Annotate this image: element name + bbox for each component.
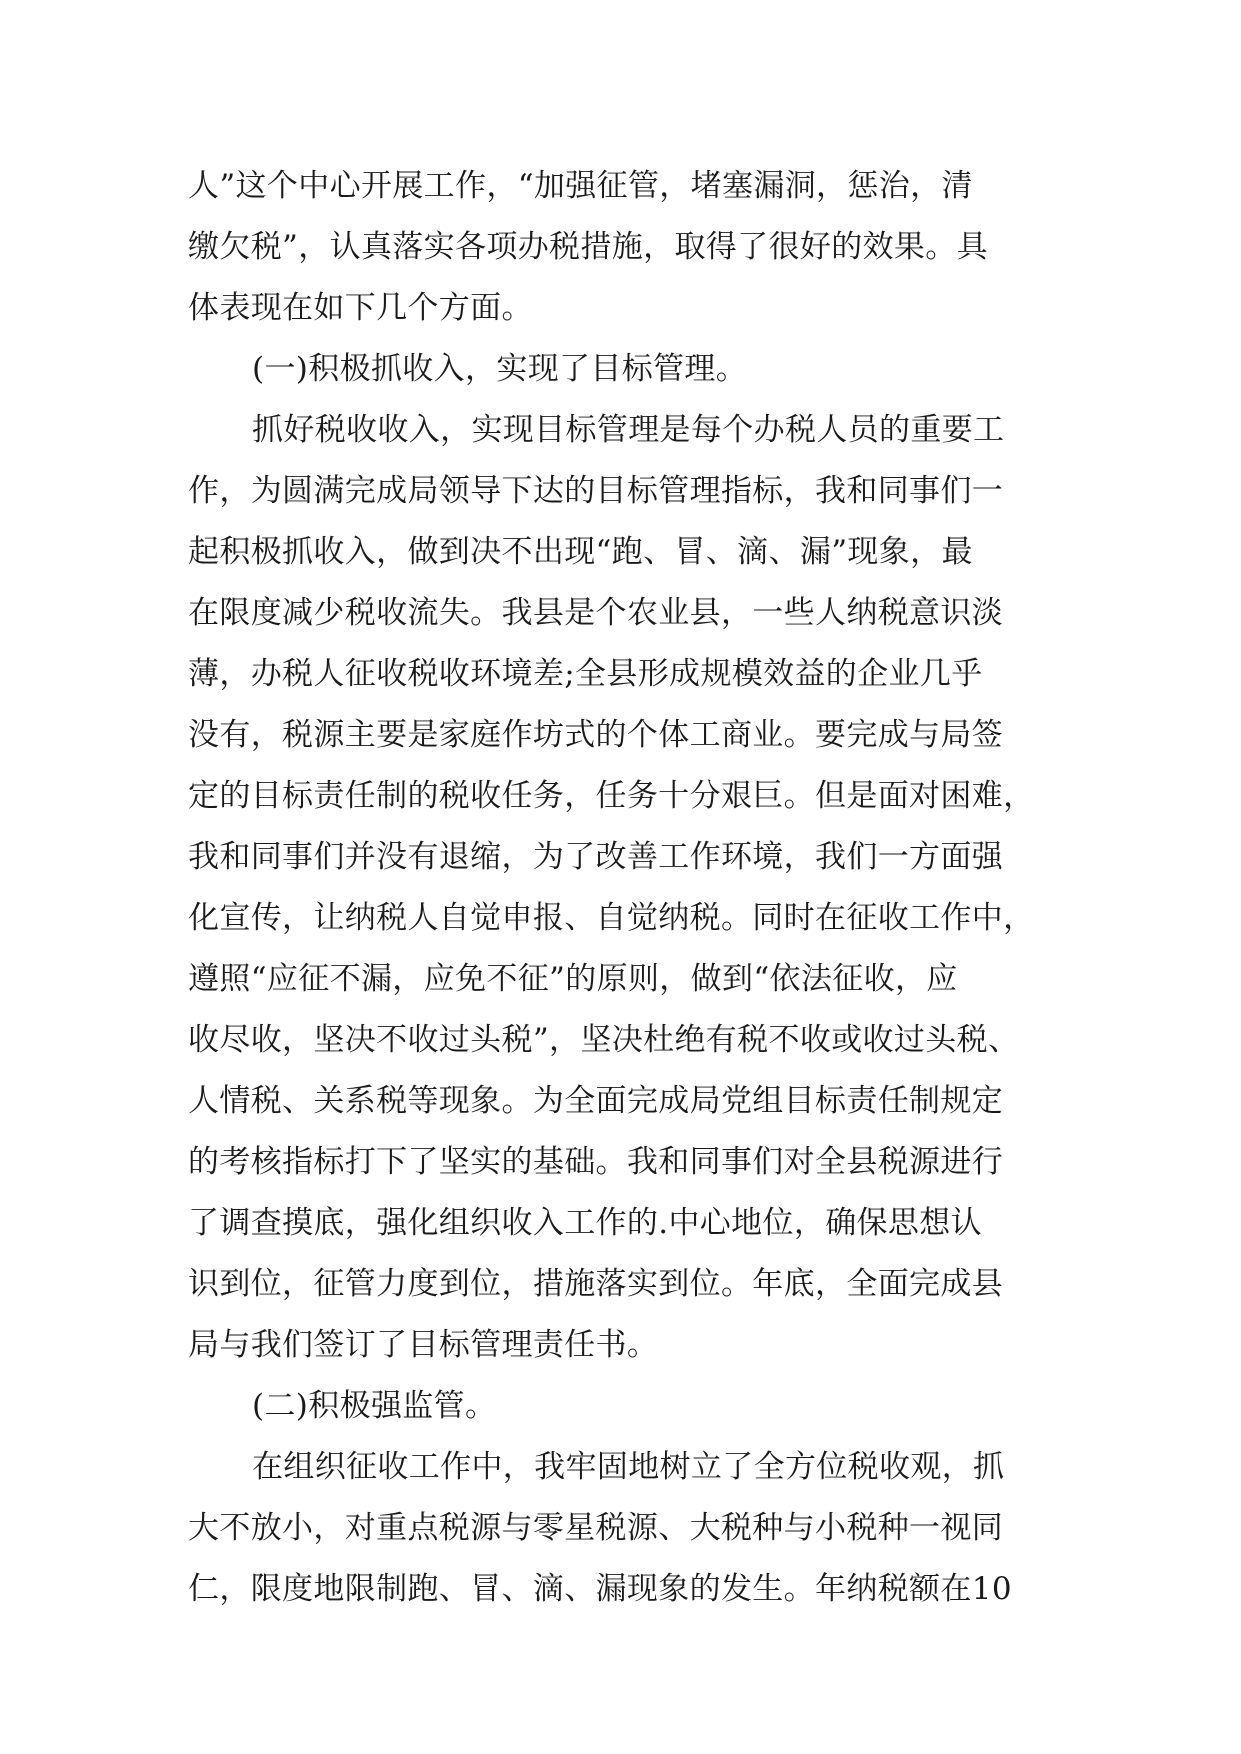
text-line: 的考核指标打下了坚实的基础。我和同事们对全县税源进行 — [188, 1144, 1004, 1180]
text-line: 化宣传，让纳税人自觉申报、自觉纳税。同时在征收工作中， — [188, 900, 1035, 936]
text-line: 薄，办税人征收税收环境差;全县形成规模效益的企业几乎 — [188, 656, 983, 692]
body-text — [188, 156, 1054, 1620]
text-line: 人情税、关系税等现象。为全面完成局党组目标责任制规定 — [188, 1083, 1004, 1119]
text-line: 定的目标责任制的税收任务，任务十分艰巨。但是面对困难， — [188, 778, 1035, 814]
text-line: 了调查摸底，强化组织收入工作的.中心地位，确保思想认 — [188, 1205, 982, 1241]
text-line: 收尽收，坚决不收过头税”，坚决杜绝有税不收或收过头税、 — [188, 1022, 1020, 1058]
text-line: 人”这个中心开展工作，“加强征管，堵塞漏洞，惩治，清 — [188, 168, 973, 204]
text-line: 识到位，征管力度到位，措施落实到位。年底，全面完成县 — [188, 1266, 1004, 1302]
text-line: 起积极抓收入，做到决不出现“跑、冒、滴、漏”现象，最 — [188, 534, 973, 570]
paragraph-start-line: 在组织征收工作中，我牢固地树立了全方位税收观，抓 — [252, 1449, 1005, 1485]
text-line: 大不放小，对重点税源与零星税源、大税种与小税种一视同 — [188, 1510, 1004, 1546]
paragraph-start-line: (一)积极抓收入，实现了目标管理。 — [252, 351, 748, 387]
text-line: 遵照“应征不漏，应免不征”的原则，做到“依法征收，应 — [188, 961, 958, 997]
text-line: 在限度减少税收流失。我县是个农业县，一些人纳税意识淡 — [188, 595, 1004, 631]
text-line: 作，为圆满完成局领导下达的目标管理指标，我和同事们一 — [188, 473, 1004, 509]
text-line: 体表现在如下几个方面。 — [188, 290, 533, 326]
text-line: 我和同事们并没有退缩，为了改善工作环境，我们一方面强 — [188, 839, 1004, 875]
paragraph-start-line: 抓好税收收入，实现目标管理是每个办税人员的重要工 — [252, 412, 1005, 448]
text-line: 没有，税源主要是家庭作坊式的个体工商业。要完成与局签 — [188, 717, 1004, 753]
text-line: 局与我们签订了目标管理责任书。 — [188, 1327, 659, 1363]
paragraph-start-line: (二)积极强监管。 — [252, 1388, 497, 1424]
text-line: 仁，限度地限制跑、冒、滴、漏现象的发生。年纳税额在10 — [188, 1571, 1012, 1607]
text-line: 缴欠税”，认真落实各项办税措施，取得了很好的效果。具 — [188, 229, 988, 265]
